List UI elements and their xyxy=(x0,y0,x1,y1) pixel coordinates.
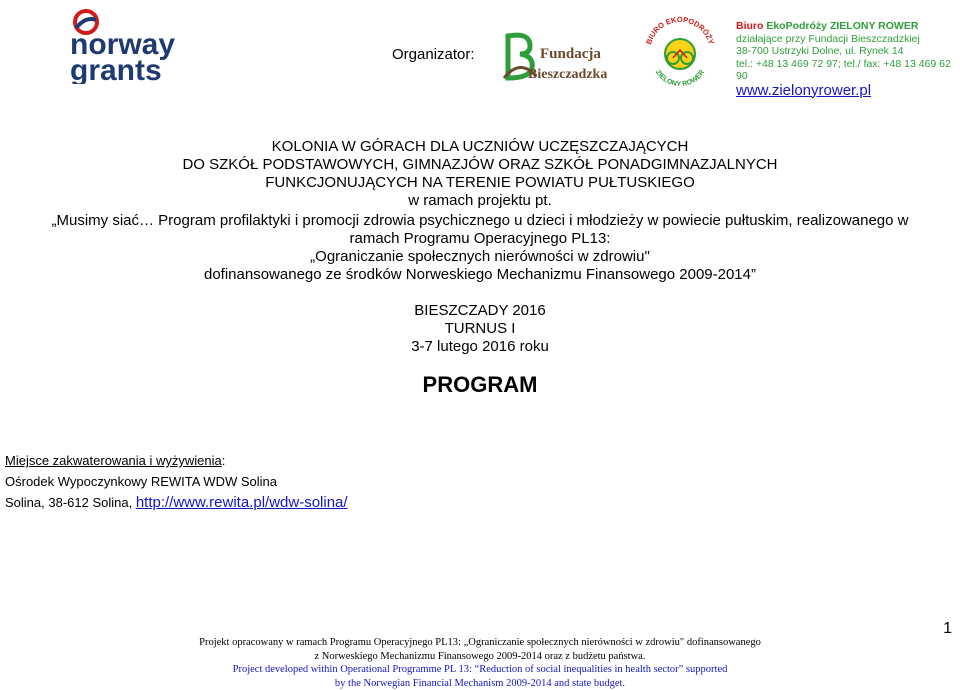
fundacja-bieszczadzka-logo xyxy=(500,28,620,84)
description-line-4: dofinansowanego ze środków Norweskiego Mechanizmu Finansowego 2009-2014” xyxy=(0,266,960,284)
footer-en-line-1: Project developed within Operational Programme PL 13: “Reduction of social inequalities in health sector” supported xyxy=(0,663,960,677)
venue-link[interactable]: http://www.rewita.pl/wdw-solina/ xyxy=(136,494,348,511)
project-description xyxy=(0,212,960,284)
page-number: 1 xyxy=(943,620,952,638)
venue-name: Ośrodek Wypoczynkowy REWITA WDW Solina xyxy=(5,471,348,492)
description-line-1: „Musimy siać… Program profilaktyki i promocji zdrowia psychicznego u dzieci i młodzieży w powiecie pułtuskim, realizowanego w xyxy=(0,212,960,230)
venue-block xyxy=(5,450,348,513)
ekopodrozy-badge xyxy=(640,10,720,92)
event-dates: 3-7 lutego 2016 roku xyxy=(0,338,960,356)
fundacja-icon xyxy=(500,28,620,84)
grants-word: grants xyxy=(70,54,162,84)
norway-grants-icon xyxy=(68,6,188,84)
biuro-name-b: ZIELONY ROWER xyxy=(827,20,918,32)
biuro-affiliation: działające przy Fundacji Bieszczadzkiej xyxy=(736,33,960,46)
venue-label-line xyxy=(5,450,348,471)
biuro-name-eko: EkoPodróży xyxy=(766,20,827,32)
norway-grants-logo xyxy=(68,6,188,84)
footer-pl-line-2: z Norweskiego Mechanizmu Finansowego 2009-2014 oraz z budżetu państwa. xyxy=(0,650,960,664)
program-heading: PROGRAM xyxy=(0,372,960,398)
biuro-name-a: Biuro xyxy=(736,20,766,32)
title-line-1: KOLONIA W GÓRACH DLA UCZNIÓW UCZĘSZCZAJĄCYCH xyxy=(0,138,960,156)
biuro-website-link[interactable]: www.zielonyrower.pl xyxy=(736,85,960,98)
venue-address: Solina, 38-612 Solina, xyxy=(5,495,136,510)
event-info xyxy=(0,302,960,356)
title-line-4: w ramach projektu pt. xyxy=(0,192,960,210)
title-block xyxy=(0,138,960,210)
footer xyxy=(0,636,960,690)
fundacja-word: Fundacja xyxy=(540,46,601,62)
event-turnus: TURNUS I xyxy=(0,320,960,338)
biuro-name xyxy=(736,20,960,33)
venue-label-colon: : xyxy=(222,453,226,468)
event-location: BIESZCZADY 2016 xyxy=(0,302,960,320)
footer-pl-line-1: Projekt opracowany w ramach Programu Operacyjnego PL13: „Ograniczanie społecznych nierówności w zdrowiu" dofinansowanego xyxy=(0,636,960,650)
venue-label: Miejsce zakwaterowania i wyżywienia xyxy=(5,453,222,468)
organizer-label: Organizator: xyxy=(392,46,475,63)
badge-bottom-text: ZIELONY ROWER xyxy=(654,69,706,88)
biuro-address: 38-700 Ustrzyki Dolne, ul. Rynek 14 xyxy=(736,45,960,58)
badge-top-text: BIURO EKOPODRÓŻY xyxy=(644,15,716,46)
ekopodrozy-badge-icon xyxy=(640,10,720,92)
biuro-contact-block xyxy=(736,20,960,97)
biuro-phone: tel.: +48 13 469 72 97; tel./ fax: +48 13 469 62 90 xyxy=(736,58,960,83)
description-line-2: ramach Programu Operacyjnego PL13: xyxy=(0,230,960,248)
norway-word: norway xyxy=(70,28,175,61)
svg-text:ZIELONY ROWER xyxy=(654,69,706,88)
description-line-3: „Ograniczanie społecznych nierówności w zdrowiu" xyxy=(0,248,960,266)
venue-address-line xyxy=(5,492,348,513)
title-line-3: FUNKCJONUJĄCYCH NA TERENIE POWIATU PUŁTUSKIEGO xyxy=(0,174,960,192)
title-line-2: DO SZKÓŁ PODSTAWOWYCH, GIMNAZJÓW ORAZ SZKÓŁ PONADGIMNAZJALNYCH xyxy=(0,156,960,174)
bieszczadzka-word: Bieszczadzka xyxy=(528,67,607,82)
footer-en-line-2: by the Norwegian Financial Mechanism 2009-2014 and state budget. xyxy=(0,677,960,690)
